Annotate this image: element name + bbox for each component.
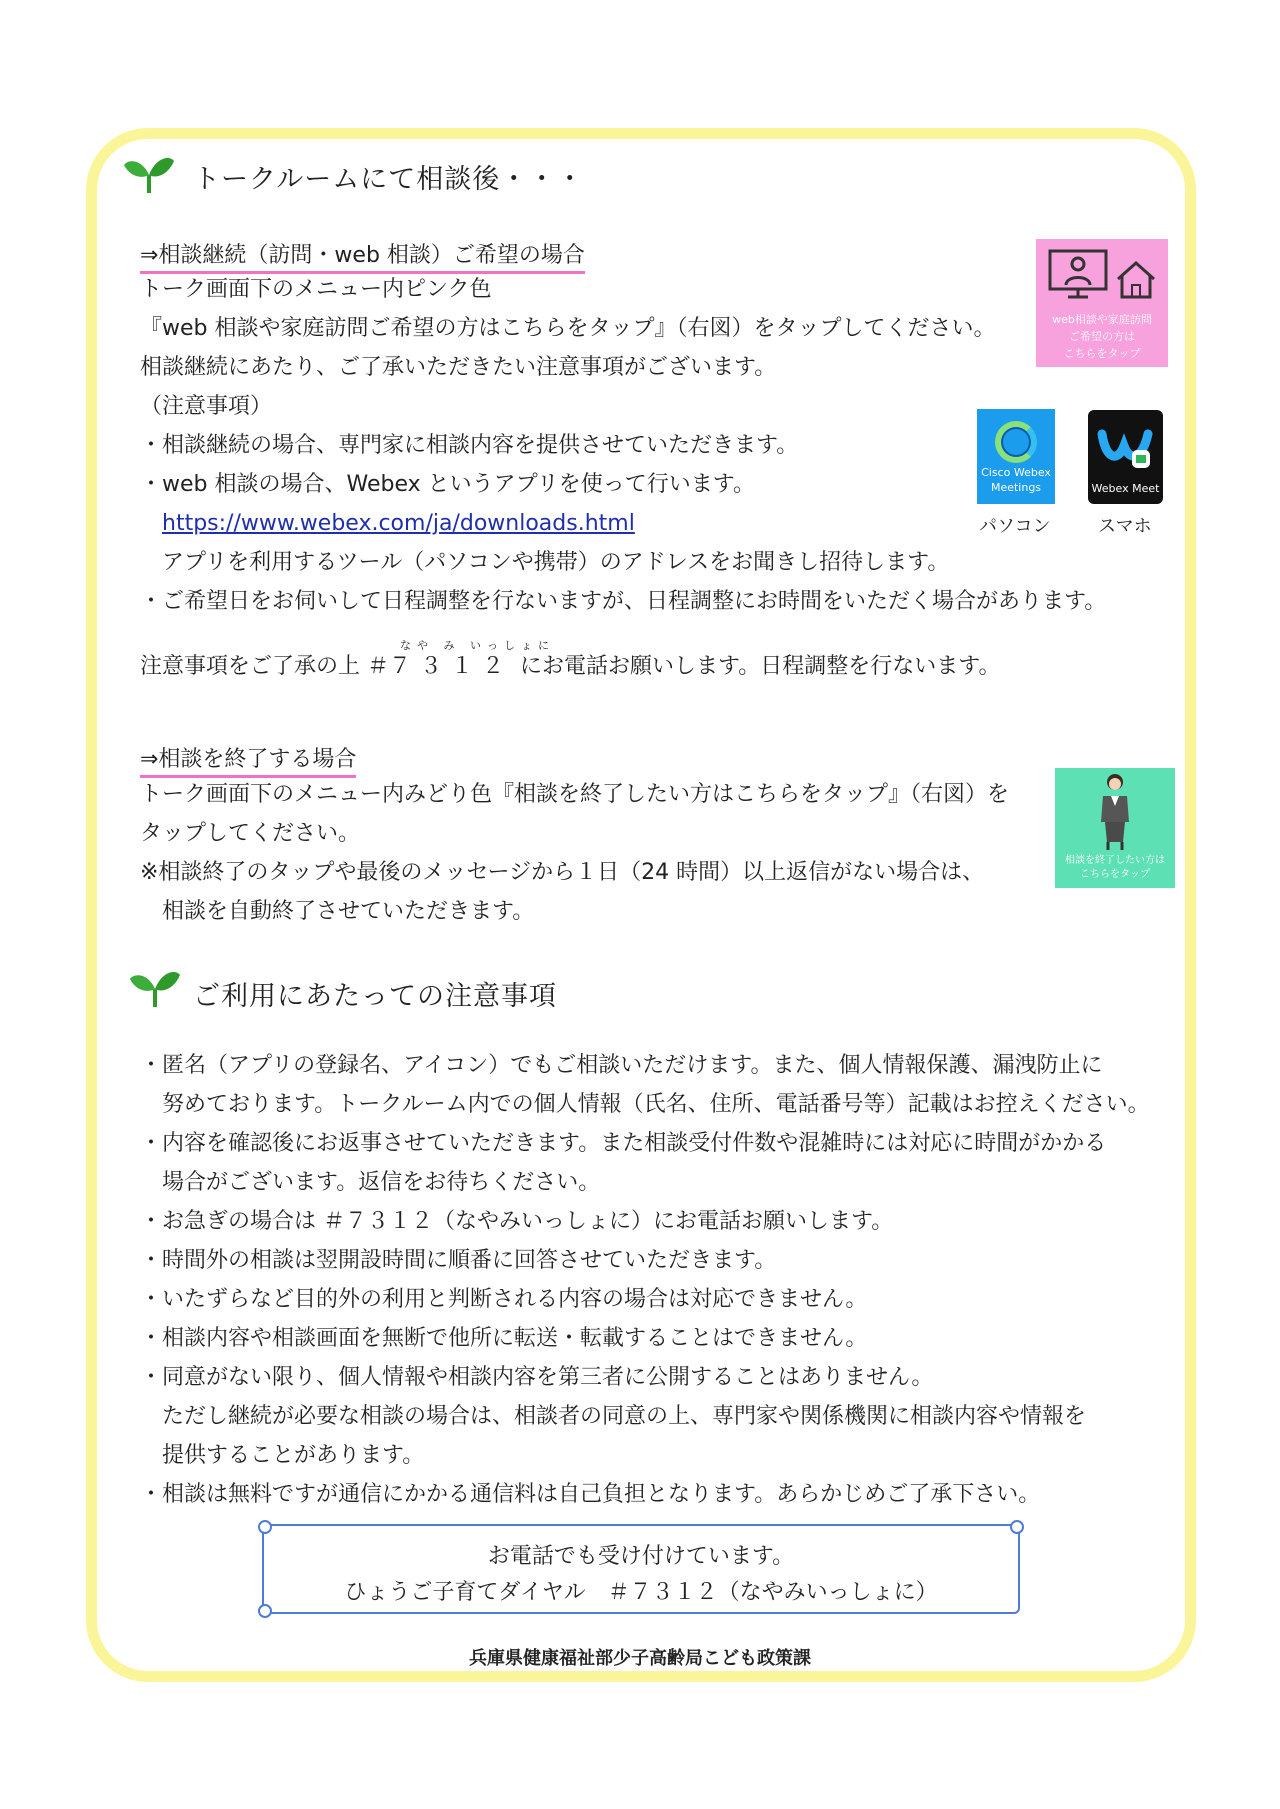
- call-prefix: 注意事項をご了承の上 ＃: [140, 654, 389, 679]
- scroll-curl: [1010, 1520, 1024, 1534]
- webex-icon-text: Webex Meet: [1091, 482, 1160, 495]
- footer-department: 兵庫県健康福祉部少子高齢局こども政策課: [469, 1648, 811, 1669]
- webex-logo-icon: [1096, 420, 1156, 476]
- web-consultation-menu-button: [1036, 239, 1168, 367]
- cisco-webex-meetings-icon: [977, 409, 1055, 504]
- usage-note: 努めております。トークルーム内での個人情報（氏名、住所、電話番号等）記載はお控えください。: [162, 1092, 1150, 1117]
- call-suffix: にお電話お願いします。日程調整を行ないます。: [520, 654, 1001, 679]
- end-line: トーク画面下のメニュー内みどり色『相談を終了したい方はこちらをタップ』（右図）を: [140, 782, 1010, 807]
- sprout-icon: [128, 967, 182, 1009]
- banner-line: お電話でも受け付けています。: [487, 1544, 795, 1569]
- usage-note: ・相談は無料ですが通信にかかる通信料は自己負担となります。あらかじめご了承下さい。: [140, 1482, 1041, 1507]
- monitor-house-icon: [1044, 245, 1160, 307]
- usage-note: ・内容を確認後にお返事させていただきます。また相談受付件数や混雑時には対応に時間がかかる: [140, 1131, 1107, 1156]
- usage-note: ・相談内容や相談画面を無断で他所に転送・転載することはできません。: [140, 1326, 868, 1351]
- person-icon: [1093, 772, 1137, 852]
- continue-line: 相談継続にあたり、ご了承いただきたい注意事項がございます。: [140, 355, 777, 380]
- call-number: ７３１２: [389, 654, 514, 679]
- usage-note: ・匿名（アプリの登録名、アイコン）でもご相談いただけます。また、個人情報保護、漏洩防止に: [140, 1053, 1103, 1078]
- sprout-icon: [122, 153, 176, 195]
- usage-note: ・いたずらなど目的外の利用と判断される内容の場合は対応できません。: [140, 1287, 868, 1312]
- webex-meet-icon: [1088, 410, 1163, 504]
- webex-download-link[interactable]: https://www.webex.com/ja/downloads.html: [162, 511, 635, 536]
- call-instruction: [140, 652, 1001, 682]
- notes-label: （注意事項）: [140, 394, 273, 419]
- continue-line: トーク画面下のメニュー内ピンク色: [140, 277, 492, 302]
- green-button-label: 相談を終了したい方は こちらをタップ: [1065, 855, 1165, 880]
- section-heading-usage-notes: ご利用にあたっての注意事項: [193, 981, 557, 1012]
- cisco-icon-text: Cisco Webex Meetings: [981, 466, 1051, 494]
- pc-label: パソコン: [979, 516, 1051, 537]
- smartphone-label: スマホ: [1098, 516, 1152, 537]
- end-heading: ⇒相談を終了する場合: [140, 742, 356, 778]
- usage-note: ・お急ぎの場合は ＃７３１２（なやみいっしょに）にお電話お願いします。: [140, 1209, 894, 1234]
- usage-note: 提供することがあります。: [162, 1443, 425, 1468]
- end-line: 相談を自動終了させていただきます。: [162, 899, 535, 924]
- banner-line: ひょうご子育てダイヤル ＃７３１２（なやみいっしょに）: [344, 1580, 938, 1605]
- note-item: ・相談継続の場合、専門家に相談内容を提供させていただきます。: [140, 433, 799, 458]
- scroll-curl: [258, 1520, 272, 1534]
- phone-banner: [262, 1524, 1020, 1614]
- continue-line: 『web 相談や家庭訪問ご希望の方はこちらをタップ』（右図）をタップしてください。: [140, 316, 996, 341]
- end-line: タップしてください。: [140, 821, 361, 846]
- note-item: アプリを利用するツール（パソコンや携帯）のアドレスをお聞きし招待します。: [162, 550, 950, 575]
- furigana: なや み いっしょに: [400, 639, 555, 652]
- usage-note: ・同意がない限り、個人情報や相談内容を第三者に公開することはありません。: [140, 1365, 934, 1390]
- usage-note: ただし継続が必要な相談の場合は、相談者の同意の上、専門家や関係機関に相談内容や情報を: [162, 1404, 1087, 1429]
- end-consultation-menu-button: [1055, 768, 1175, 888]
- section-heading-after-consultation: トークルームにて相談後・・・: [193, 164, 585, 195]
- end-line: ※相談終了のタップや最後のメッセージから１日（24 時間）以上返信がない場合は、: [140, 860, 985, 885]
- note-item: ・web 相談の場合、Webex というアプリを使って行います。: [140, 472, 755, 497]
- continue-heading: ⇒相談継続（訪問・web 相談）ご希望の場合: [140, 238, 585, 274]
- usage-note: ・時間外の相談は翌開設時間に順番に回答させていただきます。: [140, 1248, 777, 1273]
- pink-button-label: web相談や家庭訪問 ご希望の方は こちらをタップ: [1052, 313, 1152, 360]
- note-item: ・ご希望日をお伺いして日程調整を行ないますが、日程調整にお時間をいただく場合があります。: [140, 589, 1107, 614]
- usage-note: 場合がございます。返信をお待ちください。: [162, 1170, 601, 1195]
